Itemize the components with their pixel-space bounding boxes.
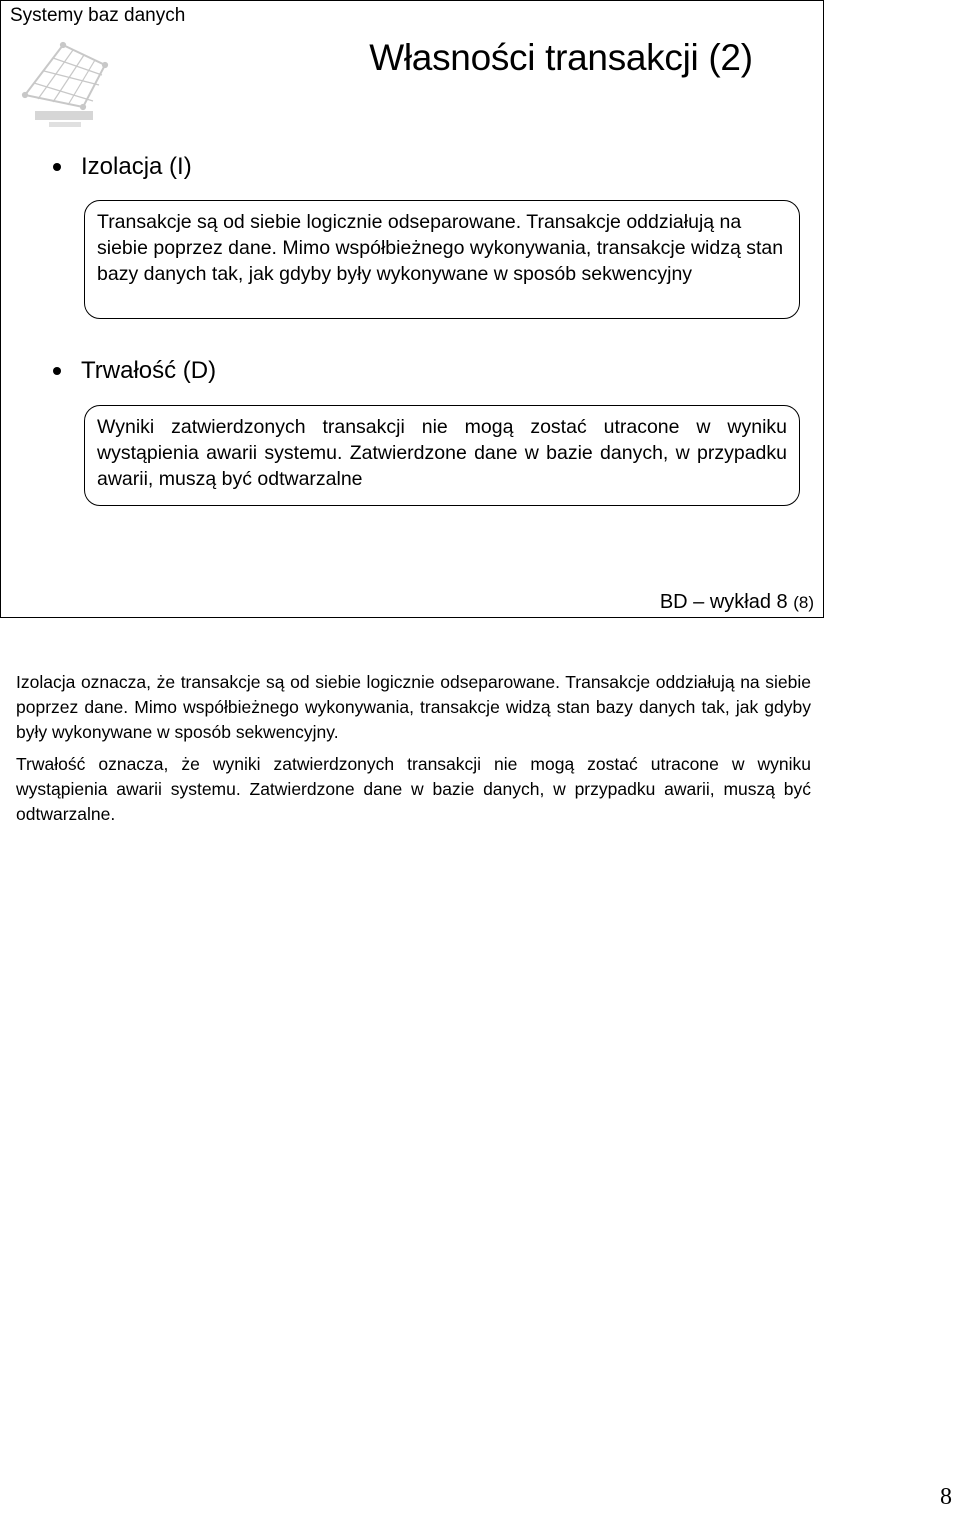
notes-paragraph: Trwałość oznacza, że wyniki zatwierdzonych transakcji nie mogą zostać utracone w wyniku wystąpienia awarii systemu. Zatwierdzone dane w bazie danych, w przypadku awarii, muszą być odtwarzalne.	[16, 754, 811, 824]
notes-paragraph: Izolacja oznacza, że transakcje są od siebie logicznie odseparowane. Transakcje oddziałują na siebie poprzez dane. Mimo współbieżnego wykonywania, transakcje widzą stan bazy danych tak, jak gdyby były wykonywane w sposób sekwencyjny.	[16, 672, 811, 742]
footer-label: BD – wykład 8	[659, 591, 788, 613]
page-number: 8	[940, 1484, 952, 1510]
course-title: Systemy baz danych	[10, 5, 186, 26]
bullet-dot-icon	[53, 163, 61, 171]
isolation-description-box: Transakcje są od siebie logicznie odseparowane. Transakcje oddziałują na siebie poprzez dane. Mimo współbieżnego wykonywania, transakcje widzą stan bazy danych tak, jak gdyby były wykonywane w sposób sekwencyjny	[84, 200, 800, 319]
university-logo-icon	[13, 35, 113, 131]
bullet-heading: Trwałość (D)	[81, 357, 217, 384]
footer-slide-number: (8)	[793, 593, 814, 612]
durability-description-box: Wyniki zatwierdzonych transakcji nie mogą zostać utracone w wyniku wystąpienia awarii systemu. Zatwierdzone dane w bazie danych, w przypadku awarii, muszą być odtwarzalne	[84, 405, 800, 506]
slide-title: Własności transakcji (2)	[369, 37, 753, 78]
lecture-notes	[16, 670, 811, 834]
bullet-heading: Izolacja (I)	[81, 153, 192, 180]
slide	[0, 0, 824, 618]
bullet-durability	[53, 357, 216, 385]
bullet-dot-icon	[53, 367, 61, 375]
slide-footer	[660, 590, 814, 615]
bullet-isolation	[53, 153, 192, 181]
